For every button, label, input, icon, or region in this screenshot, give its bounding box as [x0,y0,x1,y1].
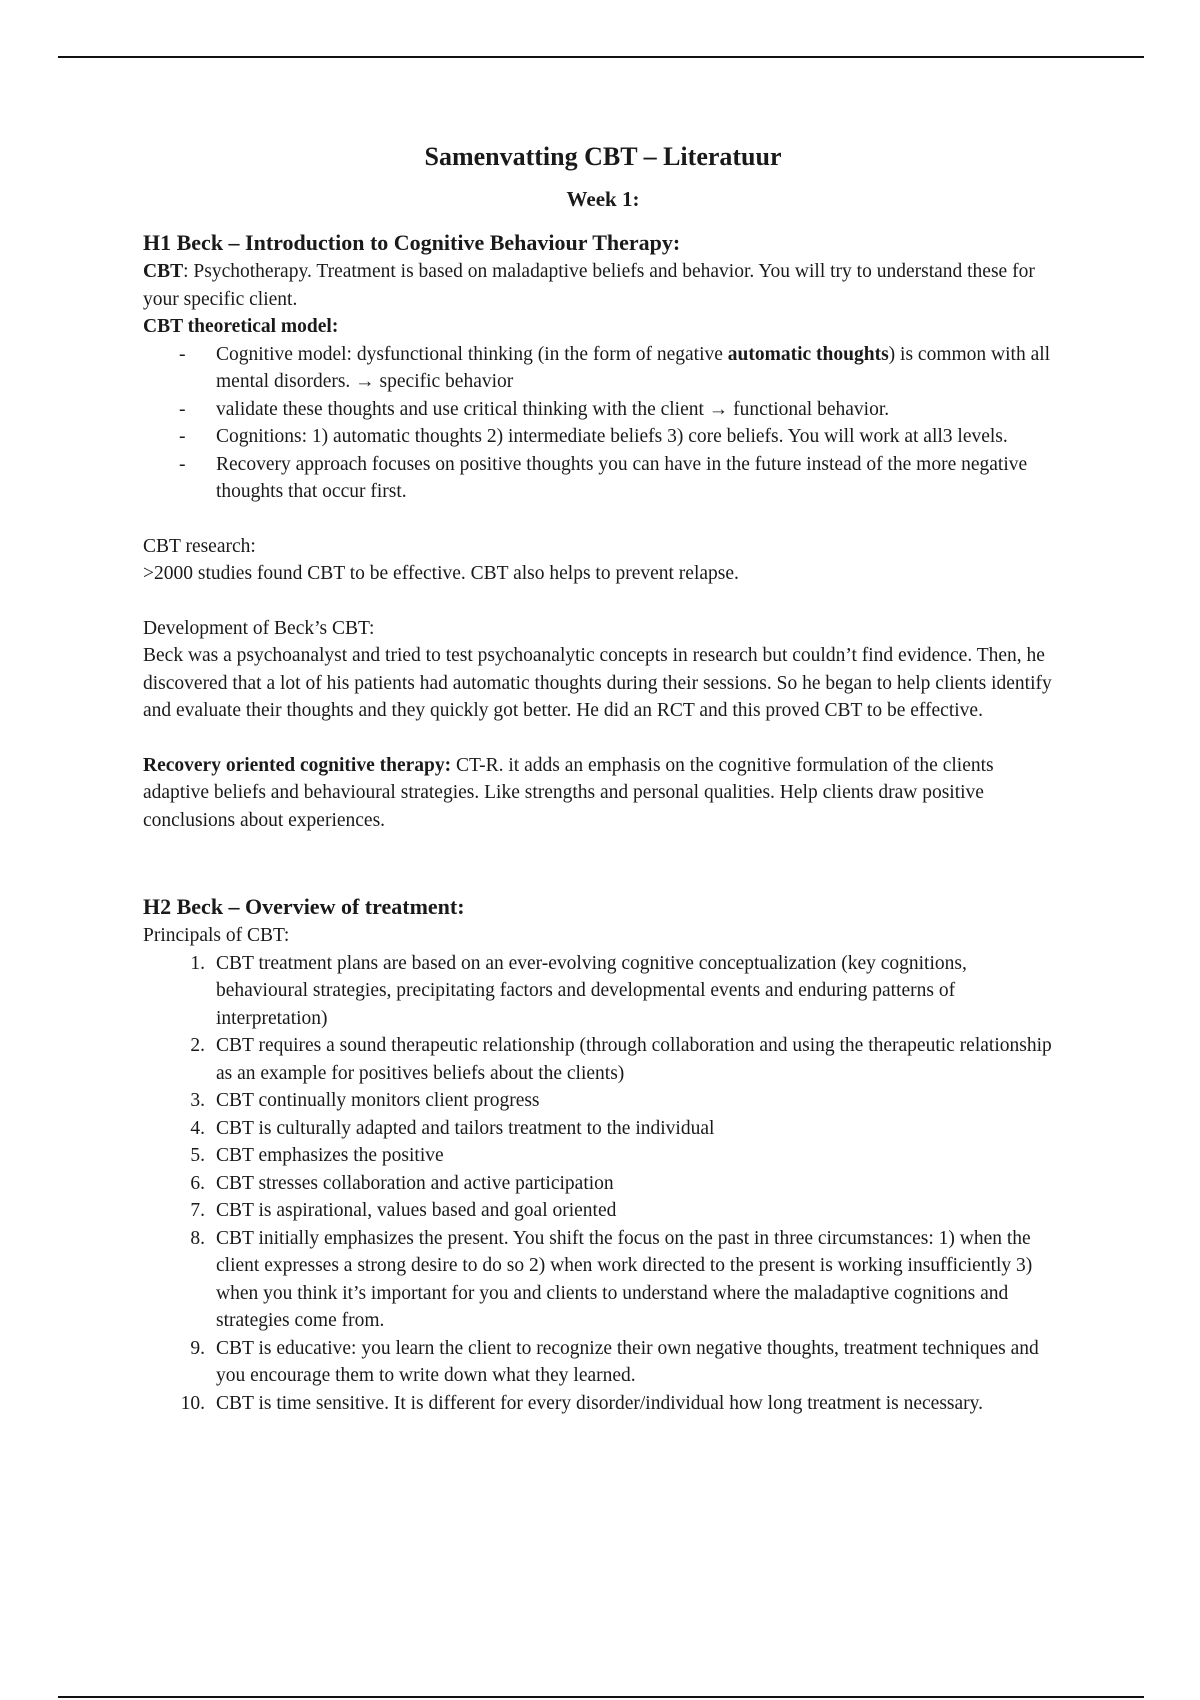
recovery-label: Recovery oriented cognitive therapy: [143,754,452,776]
list-item [143,451,1063,506]
list-item-text: CBT emphasizes the positive [216,1145,444,1166]
bullet-marker: - [179,343,186,365]
list-item [143,950,1063,1033]
list-item-text: CBT stresses collaboration and active participation [216,1172,614,1194]
week-heading: Week 1: [566,187,640,211]
principals-list [143,950,1063,1418]
list-item [143,1142,1063,1170]
list-item-text: ) is common with all mental disorders. → specific behavior [216,343,1051,392]
section-heading-h1: H1 Beck – Introduction to Cognitive Behaviour Therapy: [143,230,681,255]
principals-label: Principals of CBT: [143,925,290,946]
page-title: Samenvatting CBT – Literatuur [424,142,782,171]
list-number: 5. [190,1145,205,1166]
list-item [143,423,1063,451]
list-item-text: Recovery approach focuses on positive thoughts you can have in the future instead of the more negative thoughts that occur first. [216,453,1028,502]
document-body [143,140,1063,1417]
spacer [143,588,1063,615]
list-item [143,1087,1063,1115]
list-item-text: CBT is time sensitive. It is different for every disorder/individual how long treatment is necessary. [216,1392,984,1414]
list-item-text: Cognitions: 1) automatic thoughts 2) intermediate beliefs 3) core beliefs. You will work at all3 levels. [216,426,1008,447]
list-item [143,1115,1063,1143]
bullet-marker: - [179,453,186,475]
list-number: 8. [190,1227,205,1249]
list-item-text: CBT is educative: you learn the client to recognize their own negative thoughts, treatment techniques and you encourage them to write down what they learned. [216,1337,1039,1386]
list-number: 9. [190,1337,205,1359]
list-item-text: CBT is culturally adapted and tailors treatment to the individual [216,1117,715,1139]
list-item-text: CBT requires a sound therapeutic relationship (through collaboration and using the therapeutic relationship as an example for positives beliefs about the clients) [216,1035,1052,1084]
list-number: 2. [190,1035,205,1056]
list-item [143,396,1063,424]
model-bullet-list [143,341,1063,506]
list-item [143,1032,1063,1087]
cbt-label: CBT [143,261,184,282]
cbt-definition [143,258,1063,313]
top-rule [58,56,1144,58]
list-item-text: Cognitive model: dysfunctional thinking (in the form of negative [216,343,728,365]
spacer [143,506,1063,533]
list-item [143,341,1063,396]
list-number: 6. [190,1172,205,1194]
spacer [143,725,1063,752]
bottom-rule [58,1696,1144,1698]
list-item-text: CBT initially emphasizes the present. You shift the focus on the past in three circumstances: 1) when the client expresses a strong desire to do so 2) when work directed to the present is working insufficiently 3) when you think it’s important for you and clients to understand where the maladaptive cognitions and strategies come from. [216,1227,1033,1331]
list-item [143,1225,1063,1335]
list-item-bold: automatic thoughts [727,343,889,365]
research-label: CBT research: [143,535,256,557]
development-label: Development of Beck’s CBT: [143,617,375,639]
list-number: 1. [190,952,205,974]
list-item [143,1390,1063,1418]
list-number: 3. [190,1090,205,1111]
spacer [143,834,1063,892]
list-item-text: validate these thoughts and use critical thinking with the client → functional behavior. [216,398,890,420]
section-heading-h2: H2 Beck – Overview of treatment: [143,894,465,919]
model-heading: CBT theoretical model: [143,316,339,337]
development-text: Beck was a psychoanalyst and tried to test psychoanalytic concepts in research but couldn’t find evidence. Then, he discovered that a lot of his patients had automatic thoughts during their sessions. So he began to help clients identify and evaluate their thoughts and they quickly got better. He did an RCT and this proved CBT to be effective. [143,645,1052,721]
recovery-text: CT-R. it adds an emphasis on the cognitive formulation of the clients adaptive beliefs and behavioural strategies. Like strengths and personal qualities. Help clients draw positive conclusions about experiences. [143,754,994,831]
list-item-text: CBT treatment plans are based on an ever-evolving cognitive conceptualization (key cognitions, behavioural strategies, precipitating factors and developmental events and enduring patterns of interpretation) [216,952,967,1029]
recovery-paragraph [143,752,1063,835]
list-item-text: CBT is aspirational, values based and goal oriented [216,1200,617,1221]
bullet-marker: - [179,398,186,420]
research-text: >2000 studies found CBT to be effective. CBT also helps to prevent relapse. [143,563,739,584]
list-item-text: CBT continually monitors client progress [216,1090,540,1111]
list-item [143,1197,1063,1225]
list-number: 4. [190,1117,205,1139]
list-item [143,1335,1063,1390]
list-number: 10. [180,1392,205,1414]
list-number: 7. [190,1200,205,1221]
list-item [143,1170,1063,1198]
cbt-definition-text: : Psychotherapy. Treatment is based on maladaptive beliefs and behavior. You will try to understand these for your specific client. [143,261,1035,310]
bullet-marker: - [179,426,186,447]
